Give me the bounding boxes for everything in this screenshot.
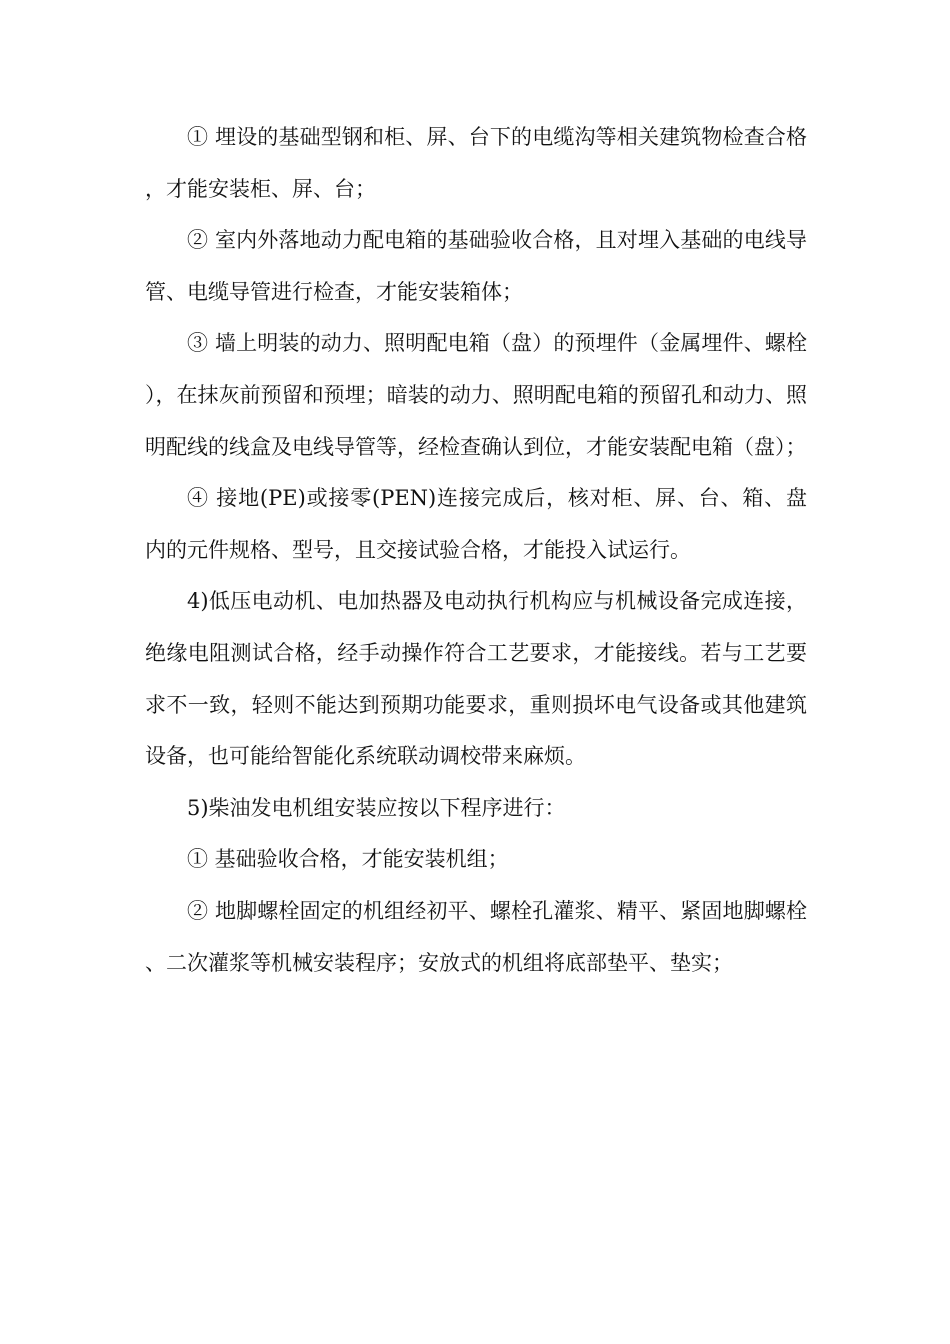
paragraph-item-4: ④ 接地(PE)或接零(PEN)连接完成后，核对柜、屏、台、箱、盘内的元件规格、型号，且交接试验合格，才能投入试运行。 [145,486,807,562]
paragraph-item-1: ① 埋设的基础型钢和柜、屏、台下的电缆沟等相关建筑物检查合格，才能安装柜、屏、台； [145,125,807,201]
paragraph-item-6: ② 地脚螺栓固定的机组经初平、螺栓孔灌浆、精平、紧固地脚螺栓、二次灌浆等机械安装程序；安放式的机组将底部垫平、垫实； [145,898,807,975]
paragraph-step-5: 5)柴油发电机组安装应按以下程序进行： [187,795,566,820]
document-body [145,112,807,989]
paragraph-step-4: 4)低压电动机、电加热器及电动执行机构应与机械设备完成连接，绝缘电阻测试合格，经手动操作符合工艺要求，才能接线。若与工艺要求不一致，轻则不能达到预期功能要求，重则损坏电气设备或其他建筑设备，也可能给智能化系统联动调校带来麻烦。 [145,589,807,769]
paragraph-item-3: ③ 墙上明装的动力、照明配电箱（盘）的预埋件（金属埋件、螺栓），在抹灰前预留和预埋；暗装的动力、照明配电箱的预留孔和动力、照明配线的线盒及电线导管等，经检查确认到位，才能安装配电箱（盘）； [145,331,807,459]
paragraph-item-2: ② 室内外落地动力配电箱的基础验收合格，且对埋入基础的电线导管、电缆导管进行检查，才能安装箱体； [145,228,807,304]
paragraph-item-5: ① 基础验收合格，才能安装机组； [187,847,509,872]
